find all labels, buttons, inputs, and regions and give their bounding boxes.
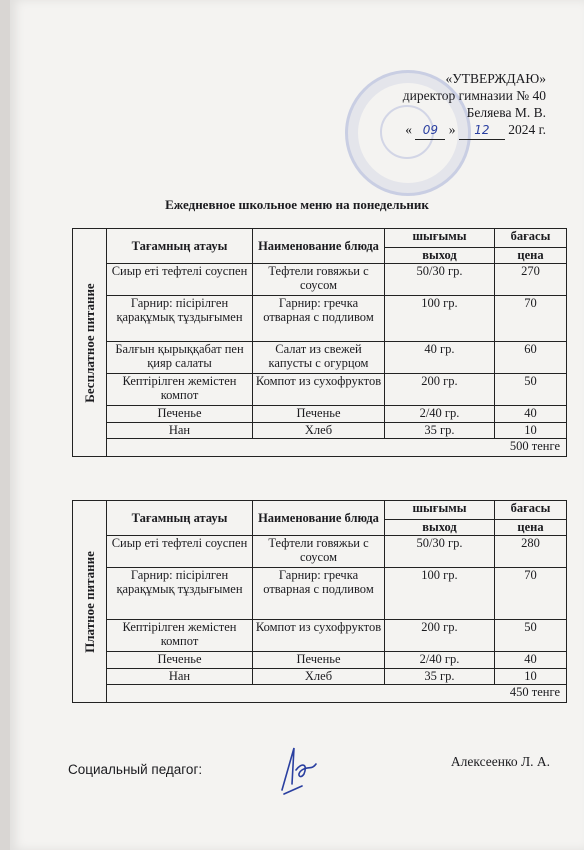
dish-ru: Тефтели говяжьи с соусом [253, 536, 385, 568]
dish-kz: Сиыр еті тефтелі соуспен [107, 264, 253, 296]
dish-price: 270 [495, 264, 567, 296]
dish-price: 40 [495, 406, 567, 423]
dish-kz: Печенье [107, 406, 253, 423]
dish-ru: Хлеб [253, 669, 385, 685]
table-row [73, 669, 567, 685]
date-year: 2024 г. [508, 122, 546, 137]
total-free: 500 тенге [107, 439, 567, 457]
header-kz-price: бағасы [495, 501, 567, 520]
signature-name: Алексеенко Л. А. [450, 754, 550, 769]
dish-output: 200 гр. [385, 374, 495, 406]
dish-price: 10 [495, 423, 567, 439]
table-row [73, 406, 567, 423]
header-ru-output: выход [385, 520, 495, 536]
header-ru-price: цена [495, 520, 567, 536]
approval-name: Беляева М. В. [466, 105, 546, 120]
dish-ru: Салат из свежей капусты с огурцом [253, 342, 385, 374]
dish-output: 100 гр. [385, 568, 495, 620]
header-kz-output: шығымы [385, 229, 495, 248]
header-kz-name: Тағамның атауы [107, 229, 253, 264]
date-day: 09 [415, 122, 445, 140]
handwritten-signature [272, 740, 322, 800]
table-row [73, 374, 567, 406]
dish-kz: Нан [107, 669, 253, 685]
dish-output: 2/40 гр. [385, 406, 495, 423]
paid-menu-table [72, 500, 567, 703]
approval-heading: «УТВЕРЖДАЮ» [445, 71, 546, 86]
dish-kz: Сиыр еті тефтелі соуспен [107, 536, 253, 568]
dish-output: 50/30 гр. [385, 264, 495, 296]
date-month: 12 [459, 122, 505, 140]
table-row [73, 423, 567, 439]
dish-price: 10 [495, 669, 567, 685]
dish-price: 40 [495, 652, 567, 669]
approval-position: директор гимназии № 40 [402, 88, 546, 103]
total-paid: 450 тенге [107, 685, 567, 703]
document-page [10, 0, 584, 850]
header-kz-name: Тағамның атауы [107, 501, 253, 536]
header-kz-output: шығымы [385, 501, 495, 520]
dish-kz: Нан [107, 423, 253, 439]
header-ru-output: выход [385, 248, 495, 264]
table-row [73, 568, 567, 620]
header-ru-price: цена [495, 248, 567, 264]
dish-output: 2/40 гр. [385, 652, 495, 669]
dish-output: 35 гр. [385, 423, 495, 439]
menu-title: Ежедневное школьное меню на понедельник [165, 197, 429, 212]
dish-price: 70 [495, 568, 567, 620]
dish-kz: Гарнир: пісірілген қарақұмық тұздығымен [107, 568, 253, 620]
dish-output: 200 гр. [385, 620, 495, 652]
dish-kz: Гарнир: пісірілген қарақұмық тұздығымен [107, 296, 253, 342]
table-row [73, 620, 567, 652]
header-ru-name: Наименование блюда [253, 501, 385, 536]
total-row [73, 685, 567, 703]
header-ru-name: Наименование блюда [253, 229, 385, 264]
table-row [73, 536, 567, 568]
table-row [73, 342, 567, 374]
dish-ru: Печенье [253, 406, 385, 423]
date-close-quote: » [448, 122, 456, 137]
dish-price: 60 [495, 342, 567, 374]
dish-ru: Гарнир: гречка отварная с подливом [253, 568, 385, 620]
approval-date [403, 121, 546, 140]
dish-ru: Гарнир: гречка отварная с подливом [253, 296, 385, 342]
table-row [73, 296, 567, 342]
dish-output: 100 гр. [385, 296, 495, 342]
dish-ru: Компот из сухофруктов [253, 620, 385, 652]
dish-ru: Компот из сухофруктов [253, 374, 385, 406]
side-label-paid: Платное питание [73, 501, 107, 703]
dish-kz: Кептірілген жемістен компот [107, 620, 253, 652]
side-label-free: Бесплатное питание [73, 229, 107, 457]
header-kz-price: бағасы [495, 229, 567, 248]
free-menu-table [72, 228, 567, 457]
dish-output: 40 гр. [385, 342, 495, 374]
dish-ru: Хлеб [253, 423, 385, 439]
dish-ru: Тефтели говяжьи с соусом [253, 264, 385, 296]
dish-kz: Печенье [107, 652, 253, 669]
total-row [73, 439, 567, 457]
dish-output: 50/30 гр. [385, 536, 495, 568]
dish-price: 280 [495, 536, 567, 568]
dish-price: 50 [495, 374, 567, 406]
dish-price: 70 [495, 296, 567, 342]
dish-kz: Кептірілген жемістен компот [107, 374, 253, 406]
approval-block [403, 70, 546, 140]
header-row-top [73, 501, 567, 520]
table-row [73, 264, 567, 296]
dish-output: 35 гр. [385, 669, 495, 685]
dish-price: 50 [495, 620, 567, 652]
table-row [73, 652, 567, 669]
dish-kz: Балғын қырыққабат пен қияр салаты [107, 342, 253, 374]
signature-label: Социальный педагог: [68, 762, 203, 777]
date-open-quote: « [405, 122, 412, 137]
dish-ru: Печенье [253, 652, 385, 669]
header-row-top [73, 229, 567, 248]
